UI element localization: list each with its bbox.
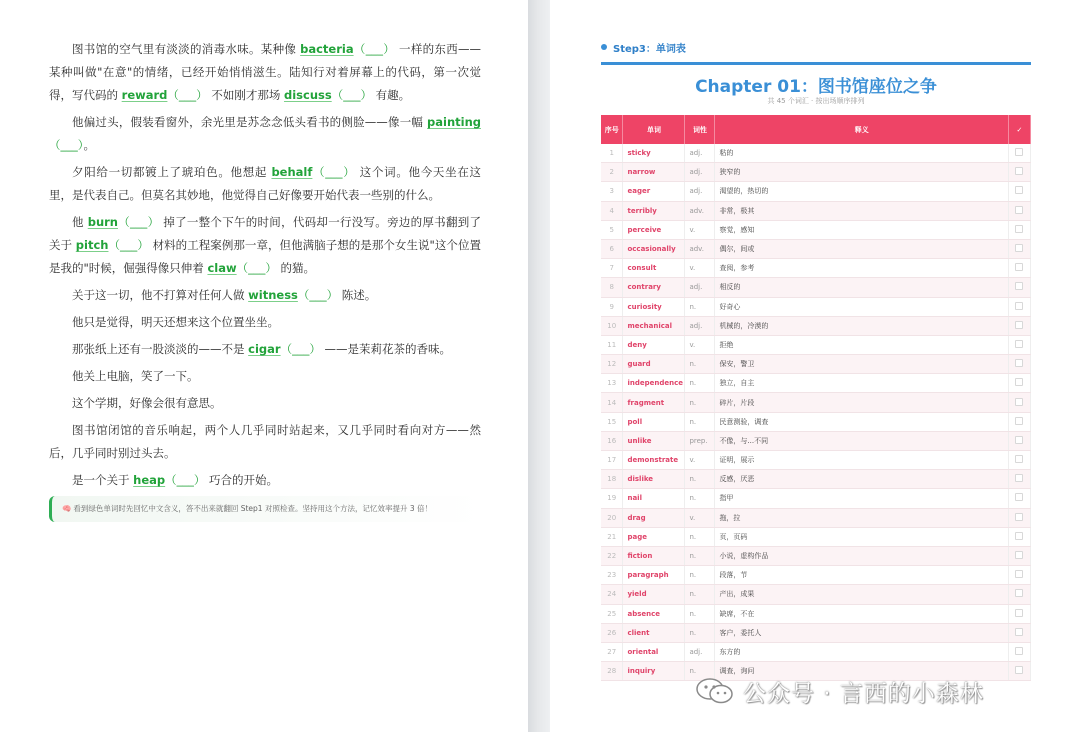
vocab-row [601, 470, 1031, 489]
vocab-row [601, 393, 1031, 412]
checkbox[interactable] [1015, 474, 1023, 482]
watermark-text: 公众号 · 言西的小森林 [743, 680, 984, 707]
row-word: narrow [623, 163, 685, 182]
row-meaning: 拖，拉 [715, 508, 1009, 527]
row-word: terribly [623, 201, 685, 220]
story-text: 。 [83, 138, 95, 152]
checkbox[interactable] [1015, 589, 1023, 597]
row-number: 4 [601, 201, 623, 220]
row-word: yield [623, 585, 685, 604]
row-meaning: 调查，询问 [715, 662, 1009, 681]
story-paragraph [49, 211, 481, 280]
row-checkbox-cell [1008, 297, 1030, 316]
vocab-row [601, 297, 1031, 316]
checkbox[interactable] [1015, 148, 1023, 156]
row-meaning: 机械的，冷漠的 [715, 316, 1009, 335]
row-pos: n. [685, 374, 715, 393]
row-meaning: 相反的 [715, 278, 1009, 297]
row-pos: n. [685, 546, 715, 565]
answer-blank: （___） [280, 342, 321, 356]
row-pos: v. [685, 259, 715, 278]
row-word: oriental [623, 642, 685, 661]
brain-icon: 🧠 [62, 504, 72, 513]
vocab-word: behalf [271, 165, 313, 179]
vocab-word: painting [427, 115, 481, 129]
row-number: 8 [601, 278, 623, 297]
checkbox[interactable] [1015, 244, 1023, 252]
row-pos: adj. [685, 182, 715, 201]
row-pos: v. [685, 451, 715, 470]
story-text: 一样的东西——某种叫做"在意"的情绪，已经开始悄悄滋生。陆知行对着屏幕上的代码，第一次觉得，写代码的 [49, 42, 482, 102]
row-checkbox-cell [1008, 182, 1030, 201]
checkbox[interactable] [1015, 570, 1023, 578]
vocab-row [601, 489, 1031, 508]
story-paragraph [49, 311, 481, 334]
answer-blank: （___） [312, 165, 356, 179]
row-checkbox-cell [1008, 604, 1030, 623]
row-checkbox-cell [1008, 412, 1030, 431]
checkbox[interactable] [1015, 513, 1023, 521]
row-checkbox-cell [1008, 470, 1030, 489]
story-paragraph [49, 161, 481, 207]
row-pos: v. [685, 508, 715, 527]
story-text: 那张纸上还有一股淡淡的——不是 [72, 342, 249, 356]
story-text: 是一个关于 [72, 473, 134, 487]
row-word: paragraph [623, 566, 685, 585]
row-number: 23 [601, 566, 623, 585]
vocab-row [601, 163, 1031, 182]
tip-text: 看到绿色单词时先回忆中文含义，答不出来就翻回 Step1 对照检查。坚持用这个方法，记忆效率提升 3 倍！ [73, 504, 432, 513]
row-number: 10 [601, 316, 623, 335]
page-gutter [528, 0, 550, 732]
row-number: 3 [601, 182, 623, 201]
row-word: unlike [623, 431, 685, 450]
story-paragraph [49, 469, 481, 492]
vocab-row [601, 585, 1031, 604]
row-number: 5 [601, 220, 623, 239]
vocab-row [601, 259, 1031, 278]
answer-blank: （___） [167, 88, 208, 102]
row-word: client [623, 623, 685, 642]
row-pos: n. [685, 470, 715, 489]
row-word: consult [623, 259, 685, 278]
story-text: 他偏过头，假装看窗外，余光里是苏念念低头看书的侧脸——像一幅 [72, 115, 428, 129]
row-meaning: 段落，节 [715, 566, 1009, 585]
checkbox[interactable] [1015, 282, 1023, 290]
checkbox[interactable] [1015, 532, 1023, 540]
row-word: deny [623, 335, 685, 354]
row-pos: n. [685, 527, 715, 546]
vocab-row [601, 374, 1031, 393]
vocab-word: burn [87, 215, 118, 229]
story-text: 他关上电脑，笑了一下。 [72, 369, 199, 383]
story-text: 有趣。 [371, 88, 411, 102]
vocab-row [601, 623, 1031, 642]
step-bullet-icon [601, 44, 607, 50]
row-number: 9 [601, 297, 623, 316]
row-pos: adj. [685, 642, 715, 661]
checkbox[interactable] [1015, 186, 1023, 194]
story-text: 图书馆的空气里有淡淡的消毒水味。某种像 [72, 42, 301, 56]
row-number: 28 [601, 662, 623, 681]
row-checkbox-cell [1008, 144, 1030, 163]
vocab-word: witness [248, 288, 298, 302]
checkbox[interactable] [1015, 225, 1023, 233]
row-number: 6 [601, 239, 623, 258]
row-pos: n. [685, 297, 715, 316]
checkbox[interactable] [1015, 263, 1023, 271]
row-pos: v. [685, 220, 715, 239]
row-checkbox-cell [1008, 163, 1030, 182]
row-pos: n. [685, 623, 715, 642]
row-pos: adv. [685, 239, 715, 258]
vocab-row [601, 316, 1031, 335]
checkbox[interactable] [1015, 206, 1023, 214]
row-checkbox-cell [1008, 623, 1030, 642]
row-number: 19 [601, 489, 623, 508]
story-text: 掉了一整个下午的时间，代码却一行没写。旁边的厚书翻到了关于 [49, 215, 482, 252]
chapter-title: Chapter 01：图书馆座位之争 [695, 77, 937, 97]
vocab-word: bacteria [300, 42, 354, 56]
row-checkbox-cell [1008, 508, 1030, 527]
vocab-row [601, 566, 1031, 585]
checkbox[interactable] [1015, 167, 1023, 175]
row-meaning: 保安，警卫 [715, 355, 1009, 374]
row-meaning: 客户，委托人 [715, 623, 1009, 642]
vocab-row [601, 335, 1031, 354]
checkbox[interactable] [1015, 609, 1023, 617]
row-checkbox-cell [1008, 355, 1030, 374]
header-num: 序号 [601, 115, 623, 144]
row-pos: n. [685, 585, 715, 604]
answer-blank: （___） [118, 215, 160, 229]
row-pos: adj. [685, 278, 715, 297]
row-meaning: 东方的 [715, 642, 1009, 661]
story-text: 的猫。 [276, 261, 316, 275]
vocab-row [601, 355, 1031, 374]
row-meaning: 民意测验，调查 [715, 412, 1009, 431]
vocab-row [601, 451, 1031, 470]
row-meaning: 证明，展示 [715, 451, 1009, 470]
vocab-row [601, 201, 1031, 220]
row-word: fiction [623, 546, 685, 565]
story-text: 材料的工程案例那一章，但他满脑子想的是那个女生说"这个位置是我的"时候，倔强得像只伸着 [49, 238, 482, 275]
row-word: drag [623, 508, 685, 527]
row-meaning: 拒绝 [715, 335, 1009, 354]
header-meaning: 释义 [715, 115, 1009, 144]
story-paragraph [49, 284, 481, 307]
row-word: independence [623, 374, 685, 393]
row-number: 11 [601, 335, 623, 354]
row-meaning: 产出，成果 [715, 585, 1009, 604]
row-number: 15 [601, 412, 623, 431]
row-meaning: 独立，自主 [715, 374, 1009, 393]
row-meaning: 指甲 [715, 489, 1009, 508]
row-word: page [623, 527, 685, 546]
row-number: 7 [601, 259, 623, 278]
row-number: 26 [601, 623, 623, 642]
row-meaning: 小说，虚构作品 [715, 546, 1009, 565]
story-paragraph [49, 365, 481, 388]
row-number: 14 [601, 393, 623, 412]
row-meaning: 页，页码 [715, 527, 1009, 546]
row-word: demonstrate [623, 451, 685, 470]
row-word: guard [623, 355, 685, 374]
story-text: ——是茉莉花茶的香味。 [320, 342, 451, 356]
story-paragraph [49, 38, 481, 107]
vocab-header-row [601, 115, 1031, 144]
row-word: absence [623, 604, 685, 623]
row-meaning: 粘的 [715, 144, 1009, 163]
row-word: inquiry [623, 662, 685, 681]
vocab-row [601, 546, 1031, 565]
row-meaning: 渴望的，热切的 [715, 182, 1009, 201]
row-word: contrary [623, 278, 685, 297]
story-page [0, 0, 528, 732]
story-text: 这个词。他今天坐在这里，是代表自己。但莫名其妙地，他觉得自己好像要开始代表一些别的什么。 [49, 165, 482, 202]
row-checkbox-cell [1008, 201, 1030, 220]
study-tip [49, 496, 481, 522]
story-text: 夕阳给一切都镀上了琥珀色。他想起 [72, 165, 272, 179]
step-header [601, 40, 1031, 65]
story-text: 巧合的开始。 [205, 473, 279, 487]
vocab-word: heap [133, 473, 166, 487]
row-word: dislike [623, 470, 685, 489]
header-check: ✓ [1008, 115, 1030, 144]
vocab-word: pitch [75, 238, 109, 252]
row-checkbox-cell [1008, 239, 1030, 258]
row-word: nail [623, 489, 685, 508]
vocab-row [601, 412, 1031, 431]
row-word: eager [623, 182, 685, 201]
story-text: 他 [72, 215, 88, 229]
story-paragraph [49, 111, 481, 157]
vocab-word: discuss [283, 88, 332, 102]
row-number: 18 [601, 470, 623, 489]
row-pos: n. [685, 489, 715, 508]
checkbox[interactable] [1015, 628, 1023, 636]
vocab-row [601, 239, 1031, 258]
checkbox[interactable] [1015, 321, 1023, 329]
row-checkbox-cell [1008, 316, 1030, 335]
row-checkbox-cell [1008, 451, 1030, 470]
row-pos: adj. [685, 163, 715, 182]
row-pos: n. [685, 662, 715, 681]
story-paragraph [49, 338, 481, 361]
row-checkbox-cell [1008, 566, 1030, 585]
vocab-row [601, 527, 1031, 546]
row-meaning: 非常，极其 [715, 201, 1009, 220]
checkbox[interactable] [1015, 417, 1023, 425]
row-pos: v. [685, 335, 715, 354]
vocab-row [601, 278, 1031, 297]
checkbox[interactable] [1015, 359, 1023, 367]
row-number: 25 [601, 604, 623, 623]
story-text: 这个学期，好像会很有意思。 [72, 396, 222, 410]
row-checkbox-cell [1008, 335, 1030, 354]
checkbox[interactable] [1015, 493, 1023, 501]
story-text: 不如刚才那场 [207, 88, 284, 102]
row-pos: n. [685, 355, 715, 374]
answer-blank: （___） [165, 473, 206, 487]
row-word: perceive [623, 220, 685, 239]
checkbox[interactable] [1015, 378, 1023, 386]
row-word: occasionally [623, 239, 685, 258]
row-meaning: 碎片，片段 [715, 393, 1009, 412]
checkbox[interactable] [1015, 302, 1023, 310]
vocab-row [601, 642, 1031, 661]
header-word: 单词 [623, 115, 685, 144]
vocab-row [601, 604, 1031, 623]
vocab-table [601, 115, 1031, 681]
vocab-row [601, 431, 1031, 450]
row-checkbox-cell [1008, 278, 1030, 297]
row-checkbox-cell [1008, 431, 1030, 450]
answer-blank: （___） [49, 138, 84, 152]
answer-blank: （___） [297, 288, 339, 302]
row-checkbox-cell [1008, 220, 1030, 239]
row-pos: n. [685, 393, 715, 412]
answer-blank: （___） [236, 261, 277, 275]
story-text: 他只是觉得，明天还想来这个位置坐坐。 [72, 315, 279, 329]
row-checkbox-cell [1008, 585, 1030, 604]
story-paragraph [49, 419, 481, 465]
row-meaning: 狭窄的 [715, 163, 1009, 182]
row-number: 22 [601, 546, 623, 565]
vocab-word: reward [121, 88, 168, 102]
checkbox[interactable] [1015, 340, 1023, 348]
row-pos: n. [685, 412, 715, 431]
story-body [49, 38, 481, 522]
checkbox[interactable] [1015, 455, 1023, 463]
checkbox[interactable] [1015, 398, 1023, 406]
row-number: 16 [601, 431, 623, 450]
answer-blank: （___） [353, 42, 396, 56]
story-text: 关于这一切，他不打算对任何人做 [72, 288, 249, 302]
vocab-row [601, 144, 1031, 163]
row-number: 2 [601, 163, 623, 182]
row-number: 20 [601, 508, 623, 527]
row-word: curiosity [623, 297, 685, 316]
row-checkbox-cell [1008, 393, 1030, 412]
row-pos: adj. [685, 144, 715, 163]
vocab-row [601, 220, 1031, 239]
row-number: 17 [601, 451, 623, 470]
row-meaning: 反感，厌恶 [715, 470, 1009, 489]
row-meaning: 不像，与...不同 [715, 431, 1009, 450]
checkbox[interactable] [1015, 666, 1023, 674]
row-pos: prep. [685, 431, 715, 450]
vocab-word: cigar [248, 342, 281, 356]
row-pos: n. [685, 566, 715, 585]
row-number: 24 [601, 585, 623, 604]
row-word: poll [623, 412, 685, 431]
story-paragraph [49, 392, 481, 415]
story-text: 陈述。 [338, 288, 377, 302]
row-pos: n. [685, 604, 715, 623]
vocab-row [601, 182, 1031, 201]
vocab-word: claw [207, 261, 237, 275]
row-word: fragment [623, 393, 685, 412]
row-meaning: 察觉，感知 [715, 220, 1009, 239]
answer-blank: （___） [108, 238, 149, 252]
row-number: 27 [601, 642, 623, 661]
header-pos: 词性 [685, 115, 715, 144]
row-meaning: 查阅，参考 [715, 259, 1009, 278]
row-number: 21 [601, 527, 623, 546]
checkbox[interactable] [1015, 647, 1023, 655]
checkbox[interactable] [1015, 436, 1023, 444]
step-label: Step3：单词表 [613, 44, 686, 55]
row-meaning: 缺席，不在 [715, 604, 1009, 623]
wechat-icon [695, 677, 735, 705]
row-meaning: 偶尔，间或 [715, 239, 1009, 258]
row-word: mechanical [623, 316, 685, 335]
row-checkbox-cell [1008, 259, 1030, 278]
vocab-row [601, 508, 1031, 527]
row-number: 1 [601, 144, 623, 163]
row-checkbox-cell [1008, 527, 1030, 546]
story-text: 图书馆闭馆的音乐响起，两个人几乎同时站起来，又几乎同时看向对方——然后，几乎同时别过头去。 [49, 423, 481, 460]
row-number: 13 [601, 374, 623, 393]
answer-blank: （___） [331, 88, 372, 102]
row-number: 12 [601, 355, 623, 374]
row-pos: adj. [685, 316, 715, 335]
row-meaning: 好奇心 [715, 297, 1009, 316]
row-checkbox-cell [1008, 642, 1030, 661]
chapter-subtitle: 共 45 个词汇 · 按出场顺序排列 [767, 97, 865, 105]
row-checkbox-cell [1008, 374, 1030, 393]
row-checkbox-cell [1008, 489, 1030, 508]
row-word: sticky [623, 144, 685, 163]
row-checkbox-cell [1008, 546, 1030, 565]
row-pos: adv. [685, 201, 715, 220]
watermark [695, 674, 1055, 708]
checkbox[interactable] [1015, 551, 1023, 559]
